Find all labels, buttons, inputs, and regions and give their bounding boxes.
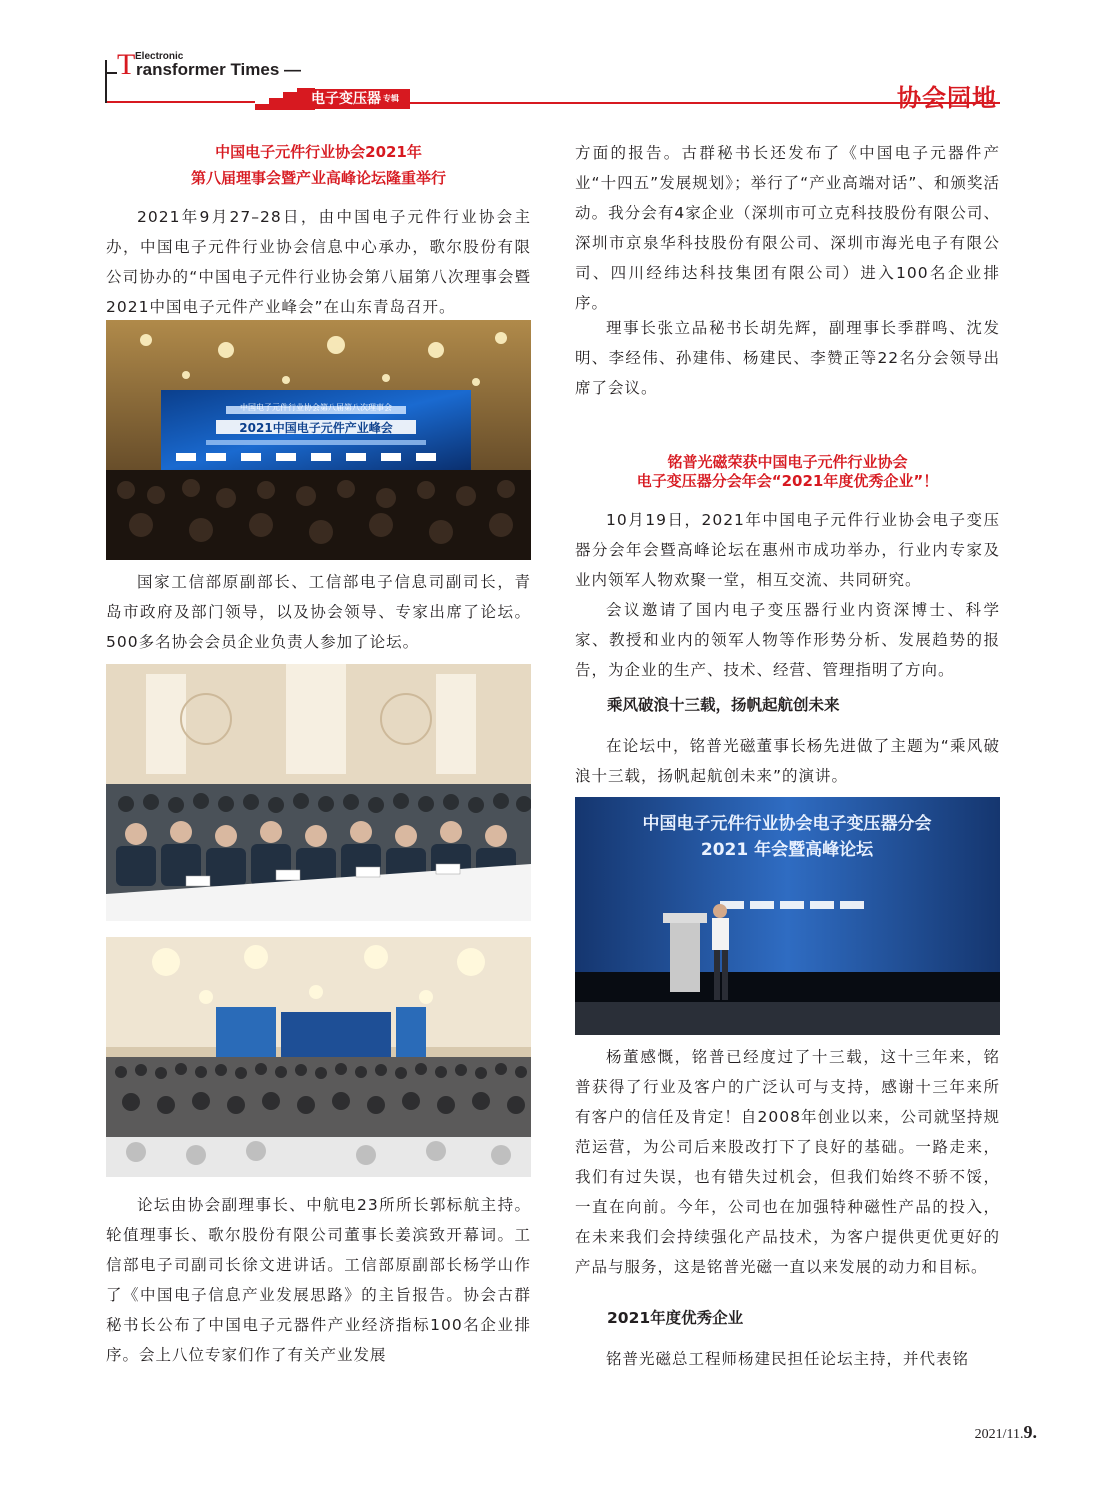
- section-title: 协会园地: [897, 84, 997, 112]
- article2-paragraph-4: 杨董感慨，铭普已经度过了十三载，这十三年来，铭普获得了行业及客户的广泛认可与支持，感谢十三年来所有客户的信任及肯定！自2008年创业以来，公司就坚持规范运营，为公司后来股改打下了良好的基础。一路走来，我们有过失误，也有错失过机会，但我们始终不骄不馁，一直在向前。今年，公司也在加强特种磁性产品的投入，在未来我们会持续强化产品技术，为客户提供更优更好的产品与服务，这是铭普光磁一直以来发展的动力和目标。: [575, 1048, 1000, 1276]
- article2-paragraph-5: 铭普光磁总工程师杨建民担任论坛主持，并代表铭: [606, 1350, 970, 1368]
- audience-illustration: [106, 664, 531, 921]
- article1-paragraph-3: 论坛由协会副理事长、中航电23所所长郭标航主持。轮值理事长、歌尔股份有限公司董事长姜滨致开幕词。工信部电子司副司长徐文进讲话。工信部原副部长杨学山作了《中国电子信息产业发展思路》的主旨报告。协会古群秘书长公布了中国电子元器件产业经济指标100名企业排序。会上八位专家们作了有关产业发展: [106, 1196, 531, 1364]
- article2-paragraph-2: 会议邀请了国内电子变压器行业内资深博士、科学家、教授和业内的领军人物等作形势分析、发展趋势的报告，为企业的生产、技术、经营、管理指明了方向。: [575, 601, 1000, 679]
- article1-paragraph-2: 国家工信部原副部长、工信部电子信息司副司长，青岛市政府及部门领导，以及协会领导、专家出席了论坛。500多名协会会员企业负责人参加了论坛。: [106, 573, 531, 651]
- conference-stage-illustration: [106, 320, 531, 560]
- header-rule-top: [105, 101, 255, 103]
- brand-chinese-title: [300, 89, 410, 109]
- article2-subheading-1: 乘风破浪十三载，扬帆起航创未来: [607, 696, 840, 714]
- article2-subheading-2: 2021年度优秀企业: [607, 1309, 744, 1327]
- photo1-banner-line2: 2021中国电子元件产业峰会: [239, 421, 393, 435]
- photo1-banner-line1: 中国电子元件行业协会第八届第八次理事会: [240, 403, 392, 412]
- photo-conference-stage: [106, 320, 531, 560]
- brand-small-text: Electronic: [135, 51, 184, 62]
- page-number: [975, 1422, 1037, 1443]
- article2-paragraph-3: 在论坛中，铭普光磁董事长杨先进做了主题为“乘风破浪十三载，扬帆起航创未来”的演讲。: [575, 737, 1000, 785]
- article1-title-line1: 中国电子元件行业协会2021年: [215, 143, 422, 161]
- article2-title-line1: 铭普光磁荣获中国电子元件行业协会: [667, 453, 908, 471]
- photo-audience: [106, 664, 531, 921]
- article1-paragraph-4: 方面的报告。古群秘书长还发布了《中国电子元器件产业“十四五”发展规划》；举行了“产业高端对话”、和颁奖活动。我分会有4家企业（深圳市可立克科技股份有限公司、深圳市京泉华科技股份有限公司、深圳市海光电子有限公司、四川经纬达科技集团有限公司）进入100名企业排序。: [575, 144, 1000, 312]
- brand-title: ransformer Times —: [136, 60, 302, 79]
- brand-initial: T: [117, 48, 136, 81]
- photo-conference-hall: [106, 937, 531, 1177]
- header-rule-left-top: [105, 72, 117, 74]
- article2-title-line2: 电子变压器分会年会“2021年度优秀企业”！: [636, 472, 939, 490]
- article1-title-line2: 第八届理事会暨产业高峰论坛隆重举行: [190, 169, 446, 187]
- issue-date: 2021/11.: [974, 1427, 1024, 1442]
- article1-paragraph-1: 2021年9月27–28日，由中国电子元件行业协会主办，中国电子元件行业协会信息中心承办，歌尔股份有限公司协办的“中国电子元件行业协会第八届第八次理事会暨2021中国电子元件产业峰会”在山东青岛召开。: [106, 208, 531, 316]
- article1-paragraph-5: 理事长张立品秘书长胡先辉，副理事长季群鸣、沈发明、李经伟、孙建伟、杨建民、李赞正等22名分会领导出席了会议。: [575, 319, 1000, 397]
- speaker-stage-illustration: [575, 797, 1000, 1035]
- brand-chinese-text: 电子变压器: [311, 91, 381, 107]
- conference-hall-illustration: [106, 937, 531, 1177]
- photo2-banner-line1: 中国电子元件行业协会电子变压器分会: [642, 814, 932, 834]
- article2-paragraph-1: 10月19日，2021年中国电子元件行业协会电子变压器分会年会暨高峰论坛在惠州市成功举办，行业内专家及业内领军人物欢聚一堂，相互交流、共同研究。: [575, 511, 1000, 589]
- photo-speaker-stage: [575, 797, 1000, 1035]
- photo2-banner-line2: 2021 年会暨高峰论坛: [700, 840, 874, 860]
- page-number-value: 9.: [1023, 1422, 1037, 1442]
- brand-chinese-tag: 专辑: [383, 94, 399, 103]
- header-rule-left-vertical: [105, 60, 107, 103]
